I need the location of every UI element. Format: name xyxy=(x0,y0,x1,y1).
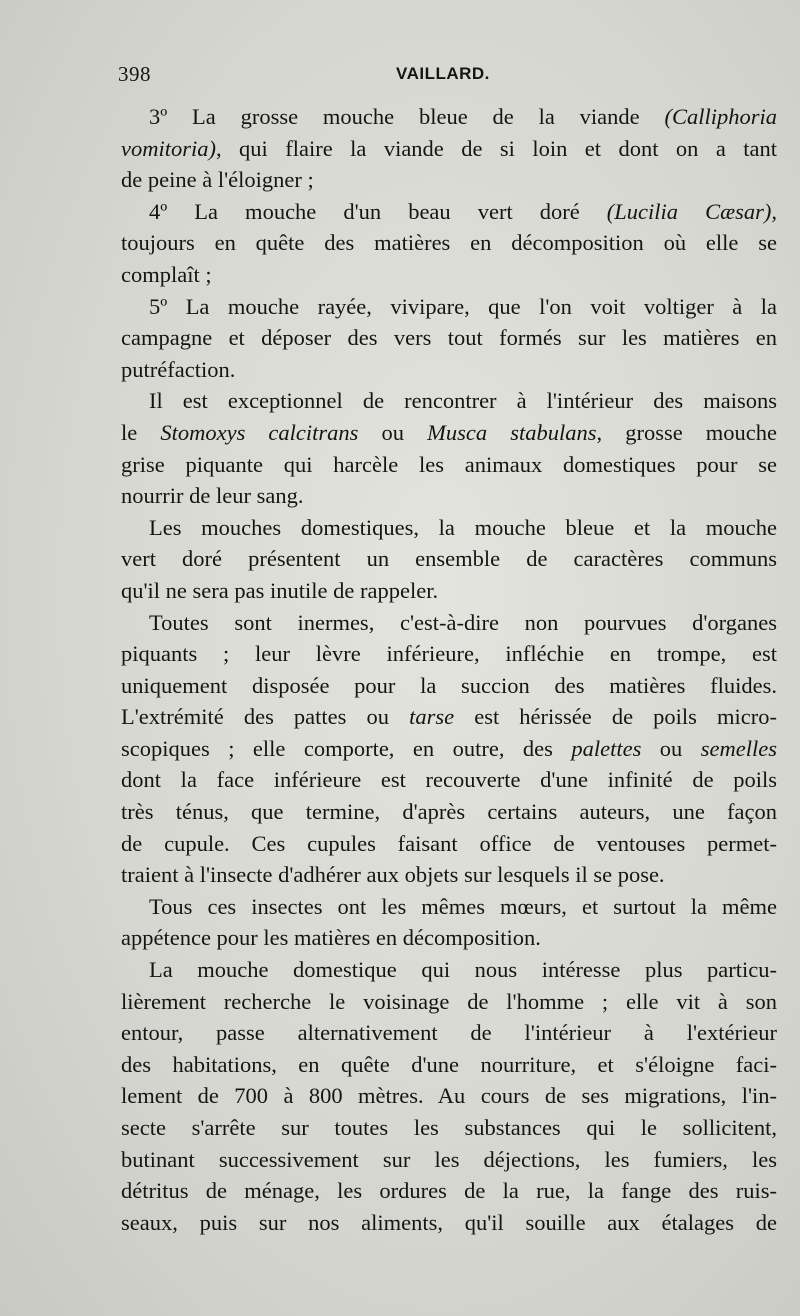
text-line: Toutes sont inermes, c'est-à-dire non pourvues d'organes xyxy=(149,609,777,635)
body-text xyxy=(121,101,777,1238)
text-line: lement de 700 à 800 mètres. Au cours de ses migrations, l'in- xyxy=(121,1083,777,1109)
text-line: Tous ces insectes ont les mêmes mœurs, et surtout la même xyxy=(149,893,777,919)
text-line: très ténus, que termine, d'après certains auteurs, une façon xyxy=(121,799,777,825)
text-line: secte s'arrête sur toutes les substances qui le sollicitent, xyxy=(121,1115,777,1140)
text-line: campagne et déposer des vers tout formés sur les matières en xyxy=(121,325,777,351)
text-line: toujours en quête des matières en décomposition où elle se xyxy=(121,230,777,256)
text-line: le Stomoxys calcitrans ou Musca stabulans, grosse mouche xyxy=(121,419,778,445)
text-line: lièrement recherche le voisinage de l'homme ; elle vit à son xyxy=(121,988,777,1014)
running-head: VAILLARD. xyxy=(396,64,490,83)
text-line: 3º La grosse mouche bleue de la viande (Calliphoria xyxy=(149,104,777,129)
text-line: seaux, puis sur nos aliments, qu'il souille aux étalages de xyxy=(121,1209,777,1235)
text-line: détritus de ménage, les ordures de la rue, la fange des ruis- xyxy=(121,1178,777,1204)
paragraph-common-traits xyxy=(121,512,777,607)
text-line: dont la face inférieure est recouverte d'une infinité de poils xyxy=(121,767,777,793)
paragraph-stomoxys xyxy=(121,385,777,511)
text-line: grise piquante qui harcèle les animaux domestiques pour se xyxy=(121,451,777,477)
paragraph-item-4 xyxy=(121,196,777,291)
text-line: complaît ; xyxy=(121,261,212,287)
text-line: 5º La mouche rayée, vivipare, que l'on voit voltiger à la xyxy=(149,293,777,319)
text-line: appétence pour les matières en décomposition. xyxy=(121,925,541,951)
text-line: butinant successivement sur les déjections, les fumiers, les xyxy=(121,1146,777,1172)
text-line: L'extrémité des pattes ou tarse est hérissée de poils micro- xyxy=(121,704,777,730)
text-line: Les mouches domestiques, la mouche bleue et la mouche xyxy=(149,514,777,540)
paragraph-moeurs xyxy=(121,891,777,954)
text-line: des habitations, en quête d'une nourriture, et s'éloigne faci- xyxy=(121,1051,777,1077)
paragraph-item-3 xyxy=(121,101,777,196)
text-line: de cupule. Ces cupules faisant office de ventouses permet- xyxy=(121,830,777,856)
paragraph-item-5 xyxy=(121,291,777,386)
text-line: vomitoria), qui flaire la viande de si loin et dont on a tant xyxy=(121,135,777,161)
text-line: Il est exceptionnel de rencontrer à l'intérieur des maisons xyxy=(149,388,777,414)
page-header xyxy=(118,62,770,90)
paragraph-mouche-domestique xyxy=(121,954,777,1238)
text-line: La mouche domestique qui nous intéresse plus particu- xyxy=(149,957,777,983)
page-number: 398 xyxy=(118,62,151,86)
text-line: uniquement disposée pour la succion des matières fluides. xyxy=(121,672,777,698)
paragraph-inermes xyxy=(121,607,777,891)
text-line: piquants ; leur lèvre inférieure, infléchie en trompe, est xyxy=(121,641,777,667)
text-line: vert doré présentent un ensemble de caractères communs xyxy=(121,546,777,572)
text-line: de peine à l'éloigner ; xyxy=(121,167,314,193)
text-line: scopiques ; elle comporte, en outre, des palettes ou semelles xyxy=(121,735,777,761)
text-line: putréfaction. xyxy=(121,356,236,382)
text-line: entour, passe alternativement de l'intérieur à l'extérieur xyxy=(121,1020,777,1046)
text-line: 4º La mouche d'un beau vert doré (Lucilia Cæsar), xyxy=(149,198,777,224)
text-line: nourrir de leur sang. xyxy=(121,483,304,509)
text-line: qu'il ne sera pas inutile de rappeler. xyxy=(121,577,439,603)
text-line: traient à l'insecte d'adhérer aux objets sur lesquels il se pose. xyxy=(121,862,665,888)
